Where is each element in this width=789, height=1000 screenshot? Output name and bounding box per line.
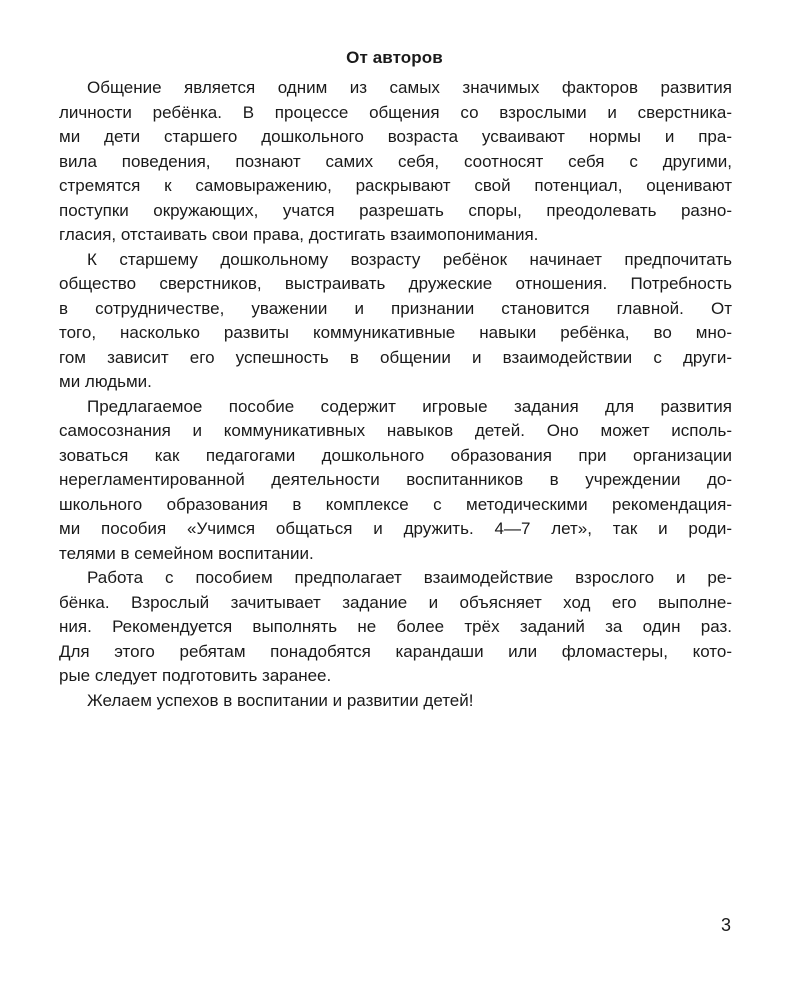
text-line: самосознания и коммуникативных навыков детей. Оно может исполь- [59,421,732,440]
text-line: Желаем успехов в воспитании и развитии детей! [87,690,474,710]
text-line: личности ребёнка. В процессе общения со взрослыми и сверстника- [59,102,732,122]
text-line: нерегламентированной деятельности воспитанников в учреждении до- [59,470,732,489]
text-line: в сотрудничестве, уважении и признании становится главной. От [59,298,732,318]
text-line: ния. Рекомендуется выполнять не более трёх заданий за один раз. [59,617,732,636]
text-line: гласия, отстаивать свои права, достигать взаимопонимания. [59,225,539,244]
text-line: ми пособия «Учимся общаться и дружить. 4—7 лет», так и роди- [59,519,732,538]
text-line: Для этого ребятам понадобятся карандаши или фломастеры, кото- [59,641,732,661]
text-line: Работа с пособием предполагает взаимодействие взрослого и ре- [87,568,732,587]
text-line: телями в семейном воспитании. [59,543,314,563]
text-line: ми дети старшего дошкольного возраста усваивают нормы и пра- [59,127,732,146]
paragraph [59,566,732,689]
text-line: вила поведения, познают самих себя, соотносят себя с другими, [59,151,732,171]
text-line: стремятся к самовыражению, раскрывают свой потенциал, оценивают [59,176,732,195]
text-line: зоваться как педагогами дошкольного образования при организации [59,445,732,465]
text-line: Предлагаемое пособие содержит игровые задания для развития [87,396,732,416]
text-line: рые следует подготовить заранее. [59,666,332,685]
text-line: того, насколько развиты коммуникативные навыки ребёнка, во мно- [59,323,732,342]
page-title: От авторов [346,48,443,67]
paragraph [59,76,732,248]
text-line: поступки окружающих, учатся разрешать споры, преодолевать разно- [59,200,732,220]
paragraph [59,248,732,395]
paragraph [59,395,732,567]
text-line: ми людьми. [59,372,152,391]
text-line: К старшему дошкольному возрасту ребёнок начинает предпочитать [87,249,732,269]
text-line: общество сверстников, выстраивать дружеские отношения. Потребность [59,274,732,293]
paragraph [59,689,732,714]
text-line: Общение является одним из самых значимых факторов развития [87,78,732,97]
text-line: гом зависит его успешность в общении и взаимодействии с други- [59,347,732,367]
body-text [59,76,732,713]
text-line: школьного образования в комплексе с методическими рекомендация- [59,494,732,514]
page-number: 3 [720,915,731,935]
text-line: бёнка. Взрослый зачитывает задание и объясняет ход его выполне- [59,592,732,612]
